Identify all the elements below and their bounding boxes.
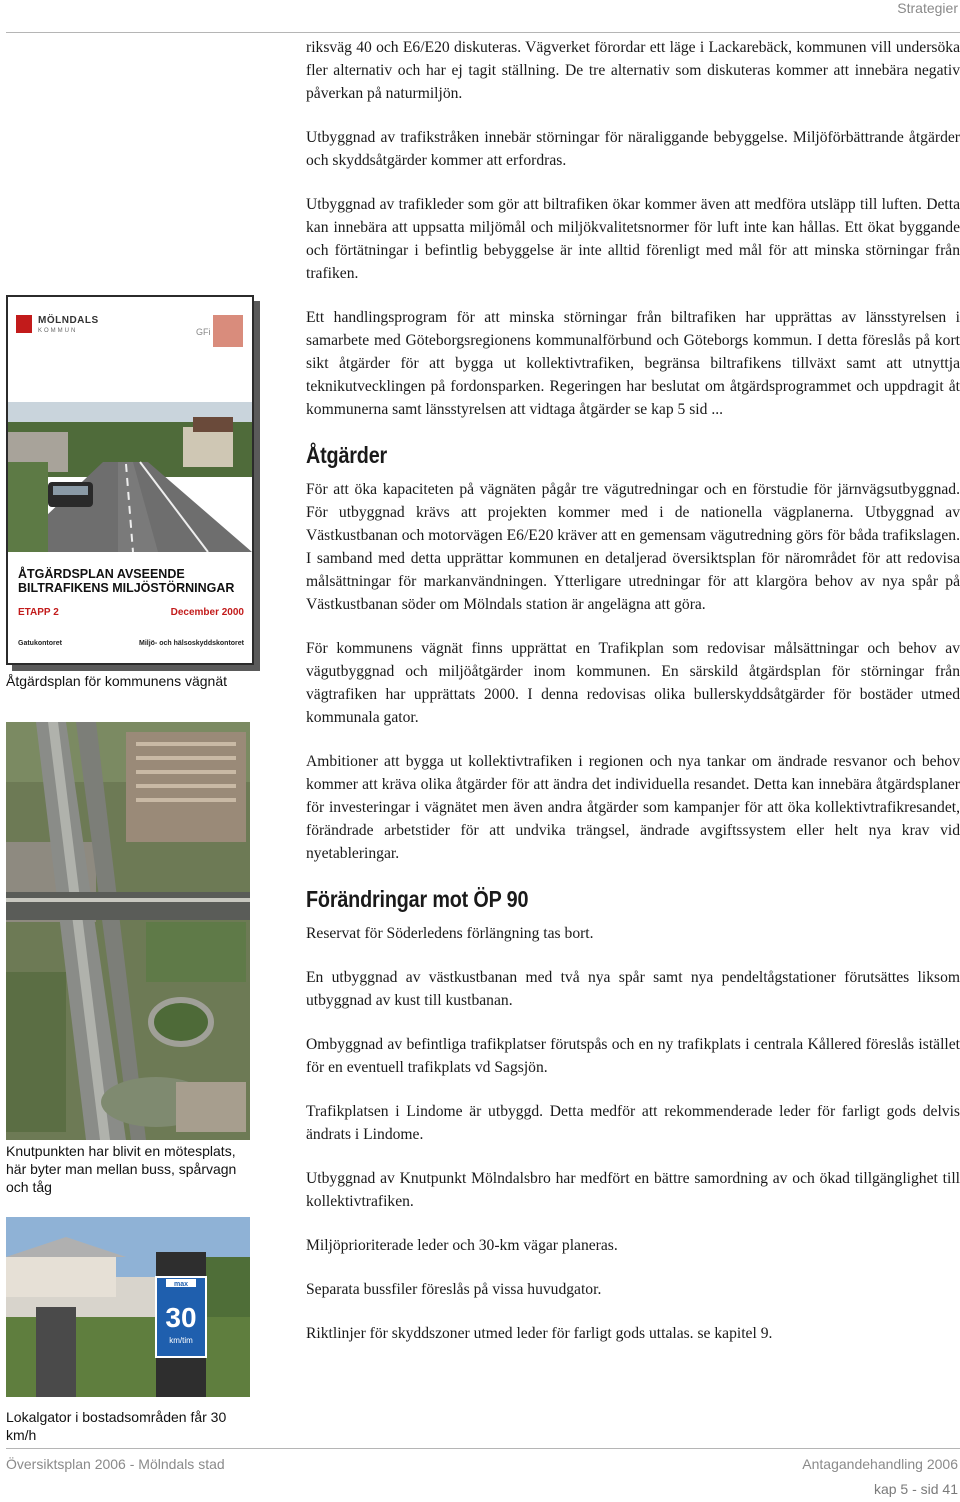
paragraph: En utbyggnad av västkustbanan med två nya spår samt nya pendeltågstationer förutsättes liksom utbyggnad av kust till kustbanan.: [306, 969, 960, 1009]
cover-office-left: Gatukontoret: [18, 640, 62, 647]
gfi-logo: GFi: [196, 327, 211, 337]
header-divider: [6, 32, 960, 33]
caption-sign: Lokalgator i bostadsområden får 30 km/h: [6, 1409, 227, 1443]
paragraph: Ambitioner att bygga ut kollektivtrafiken i regionen och nya tankar om ändrade resvanor och behov kommer att kräva olika åtgärder för att ändra det individuella resandet. Detta kan innebära åtgärdsplaner för investeringar i vägnätet men även andra åtgärder som kampanjer för att öka kollektivtrafikresandet, förändrade arbetstider för att undvika trängsel, ändrade avgiftssystem eller helt nya krav vid nyetableringar.: [306, 753, 960, 862]
sign-max-text: max: [173, 1281, 189, 1288]
paragraph: Miljöprioriterade leder och 30-km vägar planeras.: [306, 1237, 618, 1254]
report-cover-image: [6, 295, 254, 665]
cover-office-right: Miljö- och hälsoskyddskontoret: [138, 640, 244, 647]
main-text-column: [306, 36, 960, 1366]
paragraph: Reservat för Söderledens förlängning tas bort.: [306, 925, 594, 942]
paragraph: För kommunens vägnät finns upprättat en Trafikplan som redovisar målsättningar och behov av vägutbyggnad och miljöåtgärder inom kommunen. En särskild åtgärdsplan för störningar från vägtrafiken har upprättats 2000. I denna redovisas olika bullerskyddsåtgärder för bostäder utmed kommunala gator.: [306, 640, 960, 726]
paragraph: riksväg 40 och E6/E20 diskuteras. Vägverket förordar ett läge i Lackarebäck, kommunen vill undersöka fler alternativ och har ej tagit ställning. De tre alternativ som diskuteras kommer att innebära negativ påverkan på naturmiljön.: [306, 39, 960, 102]
heading-forandringar: Förändringar mot ÖP 90: [306, 886, 529, 912]
paragraph: Trafikplatsen i Lindome är utbyggd. Detta medför att rekommenderade leder för farligt gods delvis ändrats i Lindome.: [306, 1103, 960, 1143]
cover-header: [8, 297, 252, 412]
gfi-logo-box: [213, 315, 243, 347]
sign-speed-number: 30: [165, 1302, 197, 1333]
paragraph: Riktlinjer för skyddszoner utmed leder för farligt gods uttalas. se kapitel 9.: [306, 1325, 773, 1342]
cover-etapp: ETAPP 2: [18, 607, 59, 618]
heading-atgarder: Åtgärder: [306, 442, 388, 468]
paragraph: Ett handlingsprogram för att minska störningar från biltrafiken har upprättas av länsstyrelsen i samarbete med Göteborgsregionens kommunalförbund och Göteborgs kommun. I detta föreslås på kort sikt åtgärder för att bygga ut kollektivtrafiken, begränsa biltrafikens tillväxt samt att utnyttja teknikutvecklingen på fordonsparken. Regeringen har beslutat om åtgärdsprogrammet och uppdragit åt kommunerna samt länsstyrelsen att vidtaga åtgärder se kap 5 sid ...: [306, 309, 960, 418]
footer-document-status: Antagandehandling 2006: [802, 1456, 958, 1472]
speed-sign-photo: [6, 1217, 250, 1397]
municipality-crest: [16, 315, 32, 333]
caption-aerial: Knutpunkten har blivit en mötesplats, här byter man mellan buss, spårvagn och tåg: [6, 1143, 237, 1195]
cover-date: December 2000: [170, 607, 244, 618]
paragraph: Utbyggnad av trafikstråken innebär störningar för näraliggande bebyggelse. Miljöförbättrande åtgärder och skyddsåtgärder kommer att erfordras.: [306, 129, 960, 169]
sign-unit-text: km/tim: [169, 1336, 193, 1345]
footer-document-title: Översiktsplan 2006 - Mölndals stad: [6, 1456, 225, 1472]
caption-cover: Åtgärdsplan för kommunens vägnät: [6, 673, 228, 689]
paragraph: Ombyggnad av befintliga trafikplatser förutspås och en ny trafikplats i centrala Kållered föreslås istället för en eventuell trafikplats vd Sagsjön.: [306, 1036, 960, 1076]
road-photo: [8, 402, 252, 552]
aerial-photo: [6, 722, 250, 1140]
municipality-logo-sub: KOMMUN: [38, 328, 78, 334]
paragraph: För att öka kapaciteten på vägnäten pågår tre vägutredningar och en förstudie för järnvägsutbyggnad. För utbyggnad krävs att projekten kommer med i de nationella vägplanerna. Utbyggnad av Västkustbanan och motorvägen E6/E20 kräver att en gemensam vägutredning görs för båda trafikslagen. I samband med detta upprättar kommunen en detaljerad översiktsplan för närområdet för att redovisa målsättningar för markanvändningen. Ytterligare utredningar för att klargöra behov av nya spår på Västkustbanan söder om Mölndals station är angelägna att göra.: [306, 481, 960, 613]
footer-divider: [6, 1448, 960, 1449]
paragraph: Utbyggnad av trafikleder som gör att biltrafiken ökar kommer även att medföra utsläpp till luften. Detta kan innebära att uppsatta miljömål och miljökvalitetsnormer för luft inte kan hållas. Ett ökat byggande och förtätningar i befintlig bebyggelse är inte alltid förenligt med mål för att minska störningar från trafiken.: [306, 196, 960, 282]
paragraph: Separata bussfiler föreslås på vissa huvudgator.: [306, 1281, 602, 1298]
section-label: Strategier: [897, 0, 958, 16]
paragraph: Utbyggnad av Knutpunkt Mölndalsbro har medfört en bättre samordning av och ökad tillgänglighet till kollektivtrafiken.: [306, 1170, 960, 1210]
municipality-logo-text: MÖLNDALS: [38, 315, 99, 326]
page-number: kap 5 - sid 41: [873, 1481, 958, 1497]
cover-title: ÅTGÄRDSPLAN AVSEENDE BILTRAFIKENS MILJÖSTÖRNINGAR: [18, 567, 235, 595]
